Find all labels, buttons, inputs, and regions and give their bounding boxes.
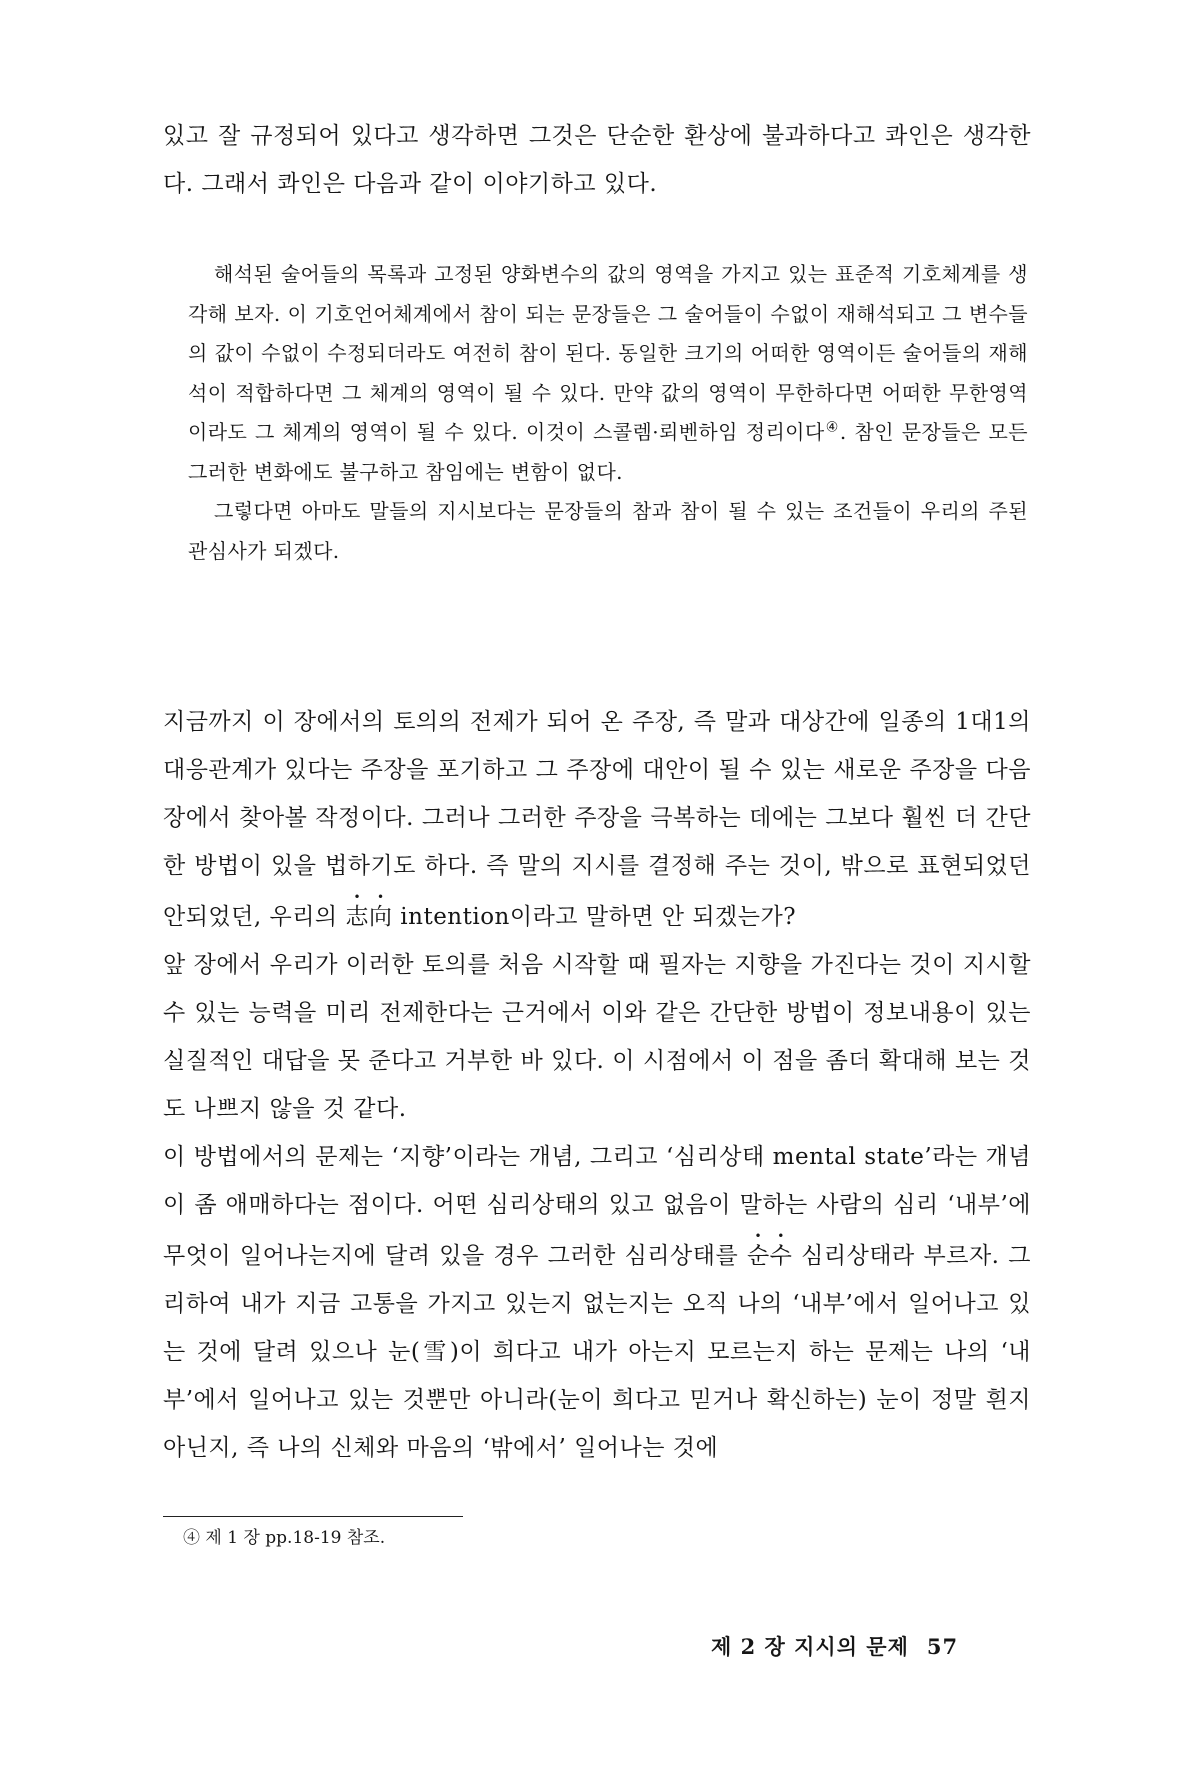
page-footer	[711, 1631, 958, 1661]
quote-paragraph-1	[188, 255, 1028, 492]
quote-text-continued: . 참인 문장들은 모든 그러한 변화에도 불구하고 참임에는 변함이 없다.	[188, 420, 1028, 484]
block-quote	[188, 255, 1028, 571]
body-text-run: intention이라고 말하면 안 되겠는가?	[392, 904, 797, 930]
body-text-run: 지금까지 이 장에서의 토의의 전제가 되어 온 주장, 즉 말과 대상간에 일종의 1대1의 대응관계가 있다는 주장을 포기하고 그 주장에 대안이 될 수 있는 새로운 주장을 다음 장에서 찾아볼 작정이다. 그러나 그러한 주장을 극복하는 데에는 그보다 훨씬 더 간단한 방법이 있을 법하기도 하다. 즉 말의 지시를 결정해 주는 것이, 밖으로 표현되었던 안되었던, 우리의	[163, 709, 1031, 930]
body-paragraph-3	[163, 1133, 1031, 1472]
emphasized-term: 순수	[746, 1243, 793, 1269]
footnote-divider	[163, 1516, 463, 1517]
running-title: 제 2 장 지시의 문제	[711, 1634, 909, 1659]
quote-paragraph-2: 그렇다면 아마도 말들의 지시보다는 문장들의 참과 참이 될 수 있는 조건들이 우리의 주된 관심사가 되겠다.	[188, 499, 1028, 563]
intro-paragraph: 있고 잘 규정되어 있다고 생각하면 그것은 단순한 환상에 불과하다고 콰인은 생각한다. 그래서 콰인은 다음과 같이 이야기하고 있다.	[163, 123, 1031, 197]
quote-text: 해석된 술어들의 목록과 고정된 양화변수의 값의 영역을 가지고 있는 표준적 기호체계를 생각해 보자. 이 기호언어체계에서 참이 되는 문장들은 그 술어들이 수없이 재해석되고 그 변수들의 값이 수없이 수정되더라도 여전히 참이 된다. 동일한 크기의 어떠한 영역이든 술어들의 재해석이 적합하다면 그 체계의 영역이 될 수 있다. 만약 값의 영역이 무한하다면 어떠한 무한영역이라도 그 체계의 영역이 될 수 있다. 이것이 스콜렘·뢰벤하임 정리이다	[188, 262, 1028, 444]
main-text	[163, 698, 1031, 1472]
body-paragraph-2: 앞 장에서 우리가 이러한 토의를 처음 시작할 때 필자는 지향을 가진다는 것이 지시할 수 있는 능력을 미리 전제한다는 근거에서 이와 같은 간단한 방법이 정보내용이 있는 실질적인 대답을 못 준다고 거부한 바 있다. 이 시점에서 이 점을 좀더 확대해 보는 것도 나쁘지 않을 것 같다.	[163, 952, 1031, 1122]
body-text-run: 이 방법에서의 문제는 ‘지향’이라는 개념, 그리고 ‘심리상태 mental state’라는 개념이 좀 애매하다는 점이다. 어떤 심리상태의 있고 없음이 말하는 사람의 심리 ‘내부’에 무엇이 일어나는지에 달려 있을 경우 그러한 심리상태를	[163, 1144, 1031, 1269]
body-text-run: 심리상태라 부르자. 그리하여 내가 지금 고통을 가지고 있는지 없는지는 오직 나의 ‘내부’에서 일어나고 있는 것에 달려 있으나 눈(雪)이 희다고 내가 아는지 모르는지 하는 문제는 나의 ‘내부’에서 일어나고 있는 것뿐만 아니라(눈이 희다고 믿거나 확신하는) 눈이 정말 흰지 아닌지, 즉 나의 신체와 마음의 ‘밖에서’ 일어나는 것에	[163, 1243, 1031, 1461]
body-paragraph-1	[163, 698, 1031, 941]
footnote-marker: ④	[824, 419, 840, 436]
emphasized-term: 志向	[345, 904, 393, 930]
footnote: ④ 제 1 장 pp.18-19 참조.	[183, 1528, 386, 1548]
page-number: 57	[926, 1634, 959, 1659]
